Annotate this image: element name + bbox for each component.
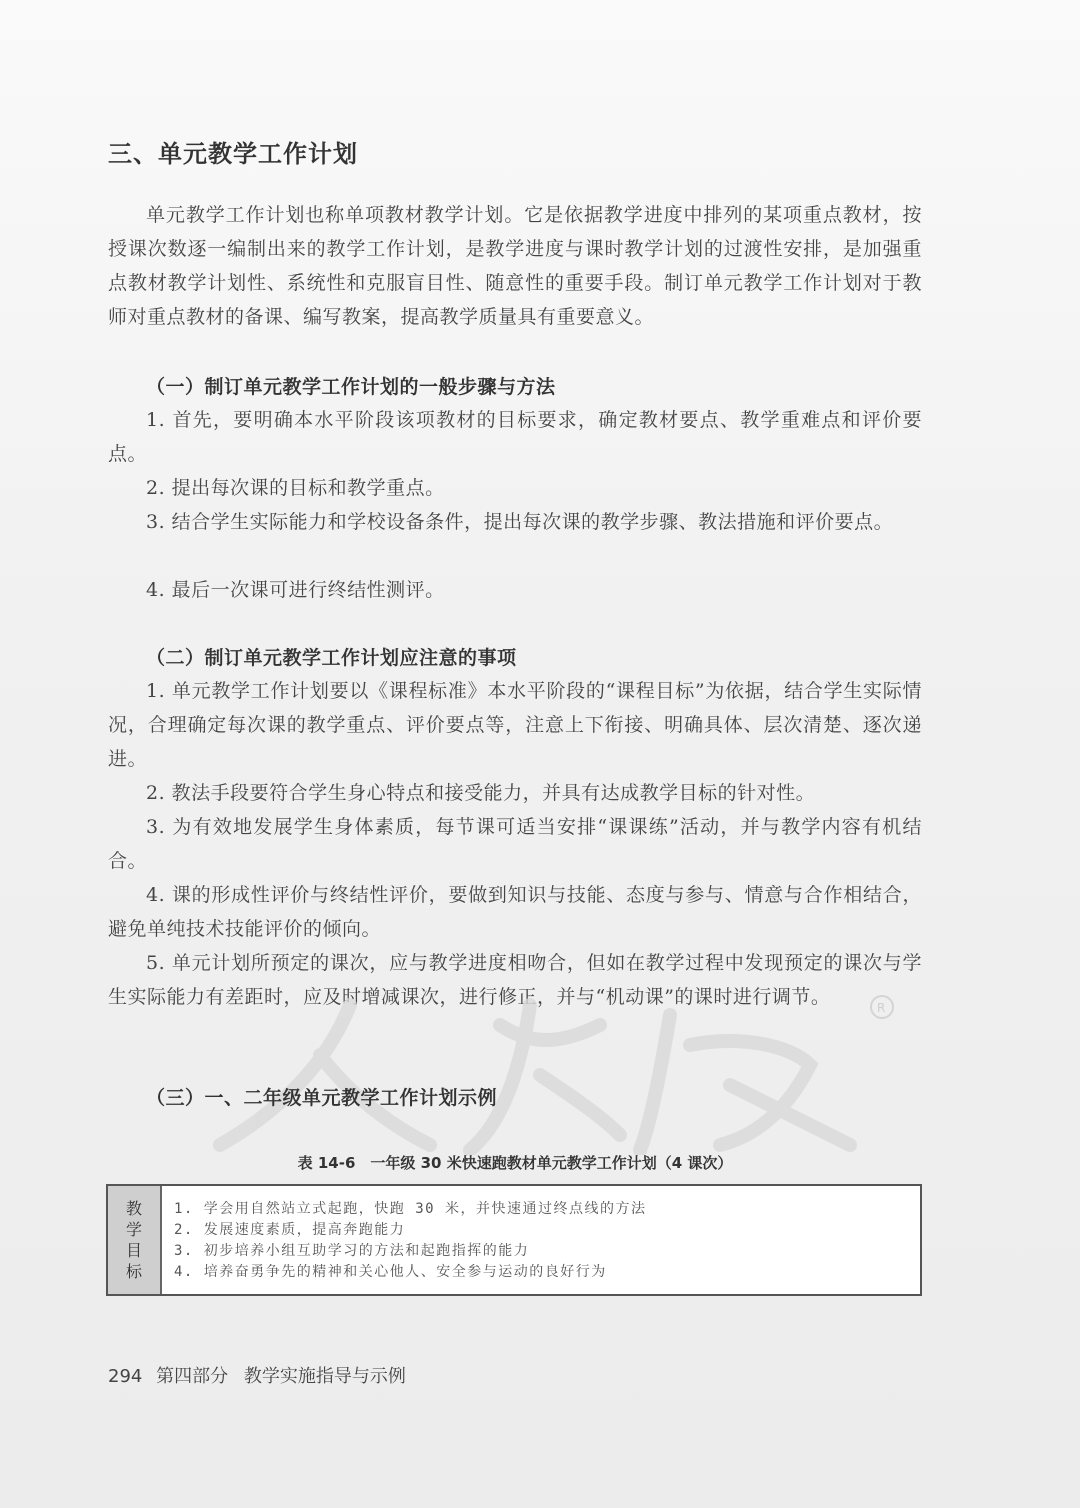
part2-item-5: 5. 单元计划所预定的课次，应与教学进度相吻合，但如在教学过程中发现预定的课次与学生实际能力有差距时，应及时增减课次，进行修正，并与“机动课”的课时进行调节。: [108, 952, 922, 1008]
part2-item-4: 4. 课的形成性评价与终结性评价，要做到知识与技能、态度与参与、情意与合作相结合，避免单纯技术技能评价的倾向。: [108, 884, 922, 940]
head-char-2: 学: [125, 1220, 142, 1239]
table-body-cell: [162, 1186, 920, 1294]
table-row: 2. 发展速度素质，提高奔跑能力: [174, 1222, 406, 1238]
head-char-4: 标: [125, 1262, 142, 1281]
part3-heading: （三）一、二年级单元教学工作计划示例: [146, 1087, 498, 1109]
part1-item-3: 3. 结合学生实际能力和学校设备条件，提出每次课的教学步骤、教法措施和评价要点。: [146, 511, 894, 533]
part1-item-1: 1. 首先，要明确本水平阶段该项教材的目标要求，确定教材要点、教学重难点和评价要点。: [108, 409, 922, 465]
table-caption: 表 14-6 一年级 30 米快速跑教材单元教学工作计划（4 课次）: [297, 1154, 733, 1172]
table-row: 4. 培养奋勇争先的精神和关心他人、安全参与运动的良好行为: [174, 1264, 607, 1280]
footer-part: 第四部分: [156, 1366, 229, 1387]
part1-item-2: 2. 提出每次课的目标和教学重点。: [146, 477, 445, 499]
part1-item-4: 4. 最后一次课可进行终结性测评。: [146, 579, 445, 601]
section-title: 三、单元教学工作计划: [108, 140, 358, 168]
head-char-3: 目: [125, 1241, 142, 1260]
table-row: 1. 学会用自然站立式起跑，快跑 30 米，并快速通过终点线的方法: [174, 1201, 647, 1217]
goals-table: [106, 1184, 922, 1296]
table-head-cell: [108, 1186, 162, 1294]
part1-heading: （一）制订单元教学工作计划的一般步骤与方法: [146, 376, 556, 398]
part2-item-3: 3. 为有效地发展学生身体素质，每节课可适当安排“课课练”活动，并与教学内容有机结合。: [108, 816, 922, 872]
intro-paragraph: 单元教学工作计划也称单项教材教学计划。它是依据教学进度中排列的某项重点教材，按授课次数逐一编制出来的教学工作计划，是教学进度与课时教学计划的过渡性安排，是加强重点教材教学计划性、系统性和克服盲目性、随意性的重要手段。制订单元教学工作计划对于教师对重点教材的备课、编写教案，提高教学质量具有重要意义。: [108, 204, 922, 328]
head-char-1: 教: [125, 1199, 142, 1218]
footer-section: 教学实施指导与示例: [243, 1366, 406, 1387]
page-footer: [108, 1362, 406, 1388]
part2-item-1: 1. 单元教学工作计划要以《课程标准》本水平阶段的“课程目标”为依据，结合学生实际情况，合理确定每次课的教学重点、评价要点等，注意上下衔接、明确具体、层次清楚、逐次递进。: [108, 680, 922, 770]
part2-item-2: 2. 教法手段要符合学生身心特点和接受能力，并具有达成教学目标的针对性。: [146, 782, 816, 804]
page-number: 294: [108, 1366, 143, 1387]
svg-text:R: R: [877, 1001, 886, 1015]
part2-heading: （二）制订单元教学工作计划应注意的事项: [146, 647, 517, 669]
table-row: 3. 初步培养小组互助学习的方法和起跑指挥的能力: [174, 1243, 530, 1259]
